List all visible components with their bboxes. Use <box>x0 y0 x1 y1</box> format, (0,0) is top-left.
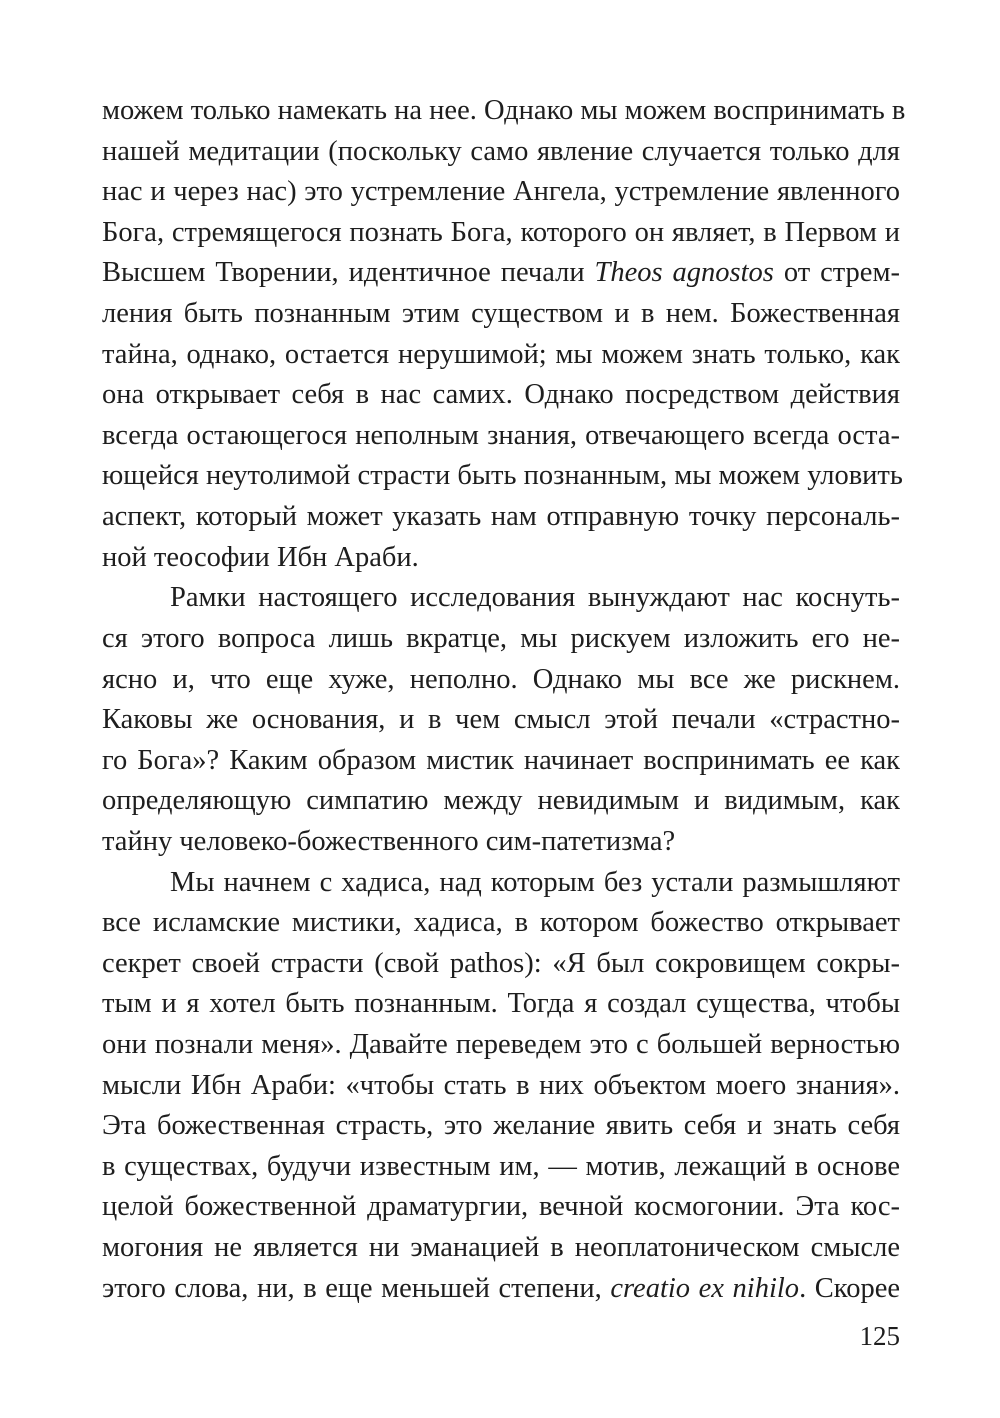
text-line <box>102 619 900 660</box>
text-run: они познали меня». Давайте переведем это с большей верностью <box>102 1029 900 1061</box>
text-line <box>102 1269 900 1310</box>
text-line <box>102 456 903 497</box>
text-run: . Скорее <box>799 1272 900 1304</box>
text-run: всегда остающегося неполным знания, отвечающего всегда оста- <box>102 419 900 451</box>
text-line <box>102 497 900 538</box>
text-line <box>102 781 900 822</box>
text-run: в существах, будучи известным им, — мотив, лежащий в основе <box>102 1150 900 1182</box>
text-line <box>102 172 900 213</box>
text-line <box>102 132 900 173</box>
text-run: определяющую симпатию между невидимым и видимым, как <box>102 785 900 817</box>
text-line <box>102 335 900 376</box>
text-line <box>102 1187 900 1228</box>
text-line <box>102 578 900 619</box>
text-run: ющейся неутолимой страсти быть познанным, мы можем уловить <box>102 460 903 492</box>
text-run: можем только намекать на нее. Однако мы можем воспринимать в <box>102 95 906 126</box>
text-line <box>102 1147 900 1188</box>
text-line <box>102 984 900 1025</box>
text-line <box>102 1106 900 1147</box>
text-run: тым и я хотел быть познанным. Тогда я создал существа, чтобы <box>102 988 900 1020</box>
text-run: нашей медитации (поскольку само явление случается только для <box>102 135 900 167</box>
text-line <box>102 700 900 741</box>
page-number: 125 <box>859 1321 900 1351</box>
text-line <box>102 91 906 132</box>
text-line <box>102 416 900 457</box>
text-run: этого слова, ни, в еще меньшей степени, <box>102 1272 611 1304</box>
italic-term: Theos agnostos <box>594 257 774 289</box>
body-text <box>102 91 906 1309</box>
text-line <box>102 660 900 701</box>
text-run: тайна, однако, остается нерушимой; мы можем знать только, как <box>102 338 900 370</box>
text-line <box>102 253 900 294</box>
text-line <box>102 863 900 904</box>
text-line <box>102 741 900 782</box>
text-run: Мы начнем с хадиса, над которым без устали размышляют <box>170 866 900 898</box>
text-run: секрет своей страсти (свой pathos): «Я был сокровищем сокры- <box>102 947 900 979</box>
text-run: тайну человеко-божественного сим-патетизма? <box>102 825 676 857</box>
text-line <box>102 1025 900 1066</box>
text-line <box>102 294 900 335</box>
text-run: Высшем Творении, идентичное печали <box>102 257 595 289</box>
text-run: целой божественной драматургии, вечной космогонии. Эта кос- <box>102 1191 900 1223</box>
text-line <box>102 213 900 254</box>
text-run: могония не является ни эманацией в неоплатоническом смысле <box>102 1232 900 1264</box>
text-run: ной теософии Ибн Араби. <box>102 541 419 573</box>
text-line <box>102 822 900 863</box>
text-run: от стрем- <box>773 257 900 289</box>
text-line <box>102 903 900 944</box>
text-run: аспект, который может указать нам отправную точку персональ- <box>102 501 900 533</box>
text-run: Эта божественная страсть, это желание явить себя и знать себя <box>102 1110 900 1142</box>
text-line <box>102 538 900 579</box>
text-run: го Бога»? Каким образом мистик начинает воспринимать ее как <box>102 744 900 776</box>
italic-term: creatio ex nihilo <box>610 1272 800 1304</box>
text-run: Рамки настоящего исследования вынуждают нас коснуть- <box>170 582 900 614</box>
text-run: Каковы же основания, и в чем смысл этой печали «страстно- <box>102 704 900 736</box>
text-run: ясно и, что еще хуже, неполно. Однако мы все же рискнем. <box>102 663 900 695</box>
text-line <box>102 1066 900 1107</box>
text-run: все исламские мистики, хадиса, в котором божество открывает <box>102 907 900 939</box>
text-run: нас и через нас) это устремление Ангела, устремление явленного <box>102 176 900 208</box>
text-run: ся этого вопроса лишь вкратце, мы рискуем изложить его не- <box>102 622 900 654</box>
text-line <box>102 375 900 416</box>
text-run: Бога, стремящегося познать Бога, которого он являет, в Первом и <box>102 216 900 248</box>
text-run: мысли Ибн Араби: «чтобы стать в них объектом моего знания». <box>102 1069 900 1101</box>
text-run: ления быть познанным этим существом и в нем. Божественная <box>102 298 900 330</box>
text-run: она открывает себя в нас самих. Однако посредством действия <box>102 379 900 411</box>
text-line <box>102 1228 900 1269</box>
text-line <box>102 944 900 985</box>
